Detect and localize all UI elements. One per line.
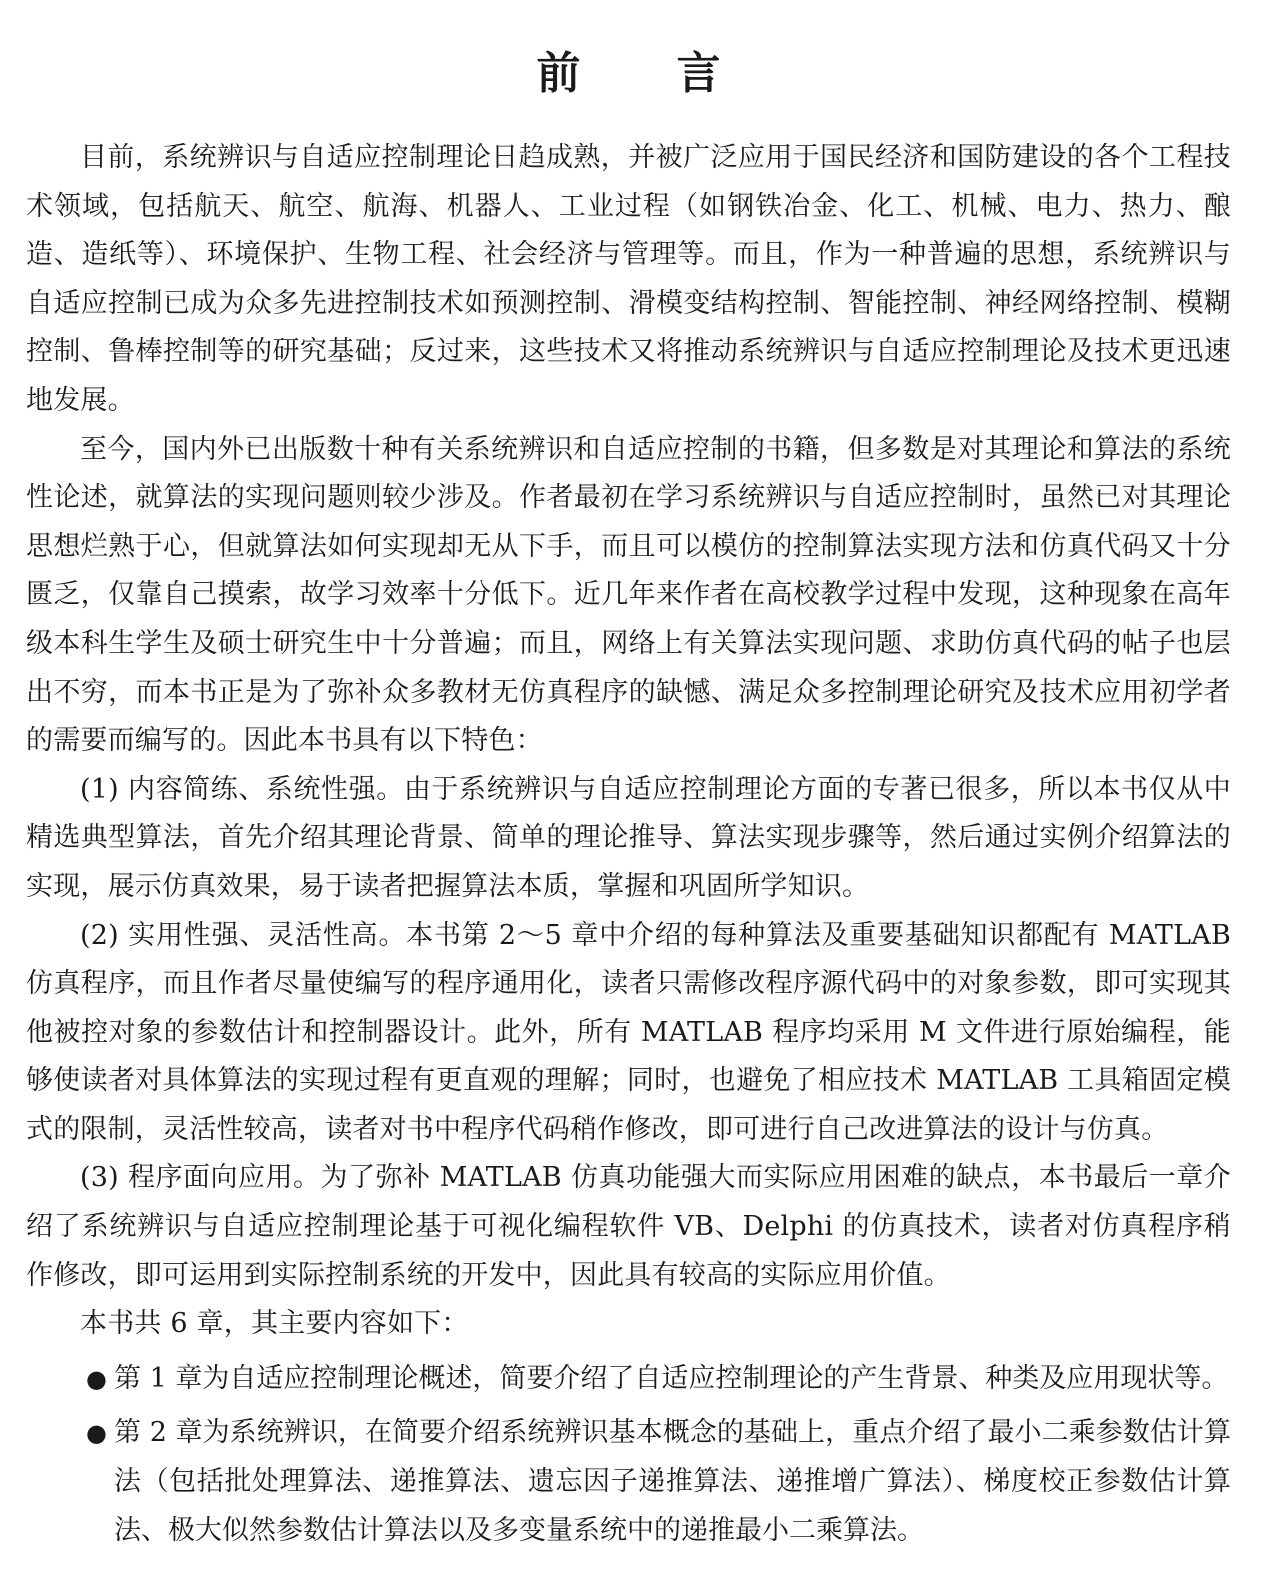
paragraph-contents-intro: 本书共 6 章，其主要内容如下： — [80, 1308, 469, 1340]
bullet-icon: ● — [86, 1364, 107, 1393]
paragraph-intro: 目前，系统辨识与自适应控制理论日趋成熟，并被广泛应用于国民经济和国防建设的各个工程技术领域，包括航天、航空、航海、机器人、工业过程（如钢铁冶金、化工、机械、电力、热力、酿造、造纸等）、环境保护、生物工程、社会经济与管理等。而且，作为一种普遍的思想，系统辨识与自适应控制已成为众多先进控制技术如预测控制、滑模变结构控制、智能控制、神经网络控制、模糊控制、鲁棒控制等的研究基础；反过来，这些技术又将推动系统辨识与自适应控制理论及技术更迅速地发展。 — [26, 142, 1231, 416]
list-item — [26, 1409, 1231, 1555]
chapter-list — [26, 1355, 1231, 1555]
list-item — [26, 1355, 1231, 1404]
paragraph-motivation: 至今，国内外已出版数十种有关系统辨识和自适应控制的书籍，但多数是对其理论和算法的系统性论述，就算法的实现问题则较少涉及。作者最初在学习系统辨识与自适应控制时，虽然已对其理论思想烂熟于心，但就算法如何实现却无从下手，而且可以模仿的控制算法实现方法和仿真代码又十分匮乏，仅靠自己摸索，故学习效率十分低下。近几年来作者在高校教学过程中发现，这种现象在高年级本科生学生及硕士研究生中十分普遍；而且，网络上有关算法实现问题、求助仿真代码的帖子也层出不穷，而本书正是为了弥补众多教材无仿真程序的缺憾、满足众多控制理论研究及技术应用初学者的需要而编写的。因此本书具有以下特色： — [26, 433, 1231, 757]
title-char-2: 言 — [676, 48, 721, 99]
page-title — [26, 44, 1231, 104]
chapter-1-text: 第 1 章为自适应控制理论概述，简要介绍了自适应控制理论的产生背景、种类及应用现状等。 — [114, 1362, 1229, 1394]
chapter-2-text: 第 2 章为系统辨识，在简要介绍系统辨识基本概念的基础上，重点介绍了最小二乘参数估计算法（包括批处理算法、递推算法、遗忘因子递推算法、递推增广算法）、梯度校正参数估计算法、极大似然参数估计算法以及多变量系统中的递推最小二乘算法。 — [114, 1417, 1231, 1546]
preface-page — [26, 44, 1231, 1555]
paragraph-feature-3: (3) 程序面向应用。为了弥补 MATLAB 仿真功能强大而实际应用困难的缺点，本书最后一章介绍了系统辨识与自适应控制理论基于可视化编程软件 VB、Delphi 的仿真技术，读者对仿真程序稍作修改，即可运用到实际控制系统的开发中，因此具有较高的实际应用价值。 — [26, 1162, 1231, 1291]
paragraph-feature-1: (1) 内容简练、系统性强。由于系统辨识与自适应控制理论方面的专著已很多，所以本书仅从中精选典型算法，首先介绍其理论背景、简单的理论推导、算法实现步骤等，然后通过实例介绍算法的实现，展示仿真效果，易于读者把握算法本质，掌握和巩固所学知识。 — [26, 773, 1231, 902]
bullet-icon: ● — [86, 1419, 107, 1448]
title-char-1: 前 — [536, 48, 581, 99]
paragraph-feature-2: (2) 实用性强、灵活性高。本书第 2～5 章中介绍的每种算法及重要基础知识都配有 MATLAB 仿真程序，而且作者尽量使编写的程序通用化，读者只需修改程序源代码中的对象参数，即可实现其他被控对象的参数估计和控制器设计。此外，所有 MATLAB 程序均采用 M 文件进行原始编程，能够使读者对具体算法的实现过程有更直观的理解；同时，也避免了相应技术 MATLAB 工具箱固定模式的限制，灵活性较高，读者对书中程序代码稍作修改，即可进行自己改进算法的设计与仿真。 — [26, 919, 1231, 1145]
